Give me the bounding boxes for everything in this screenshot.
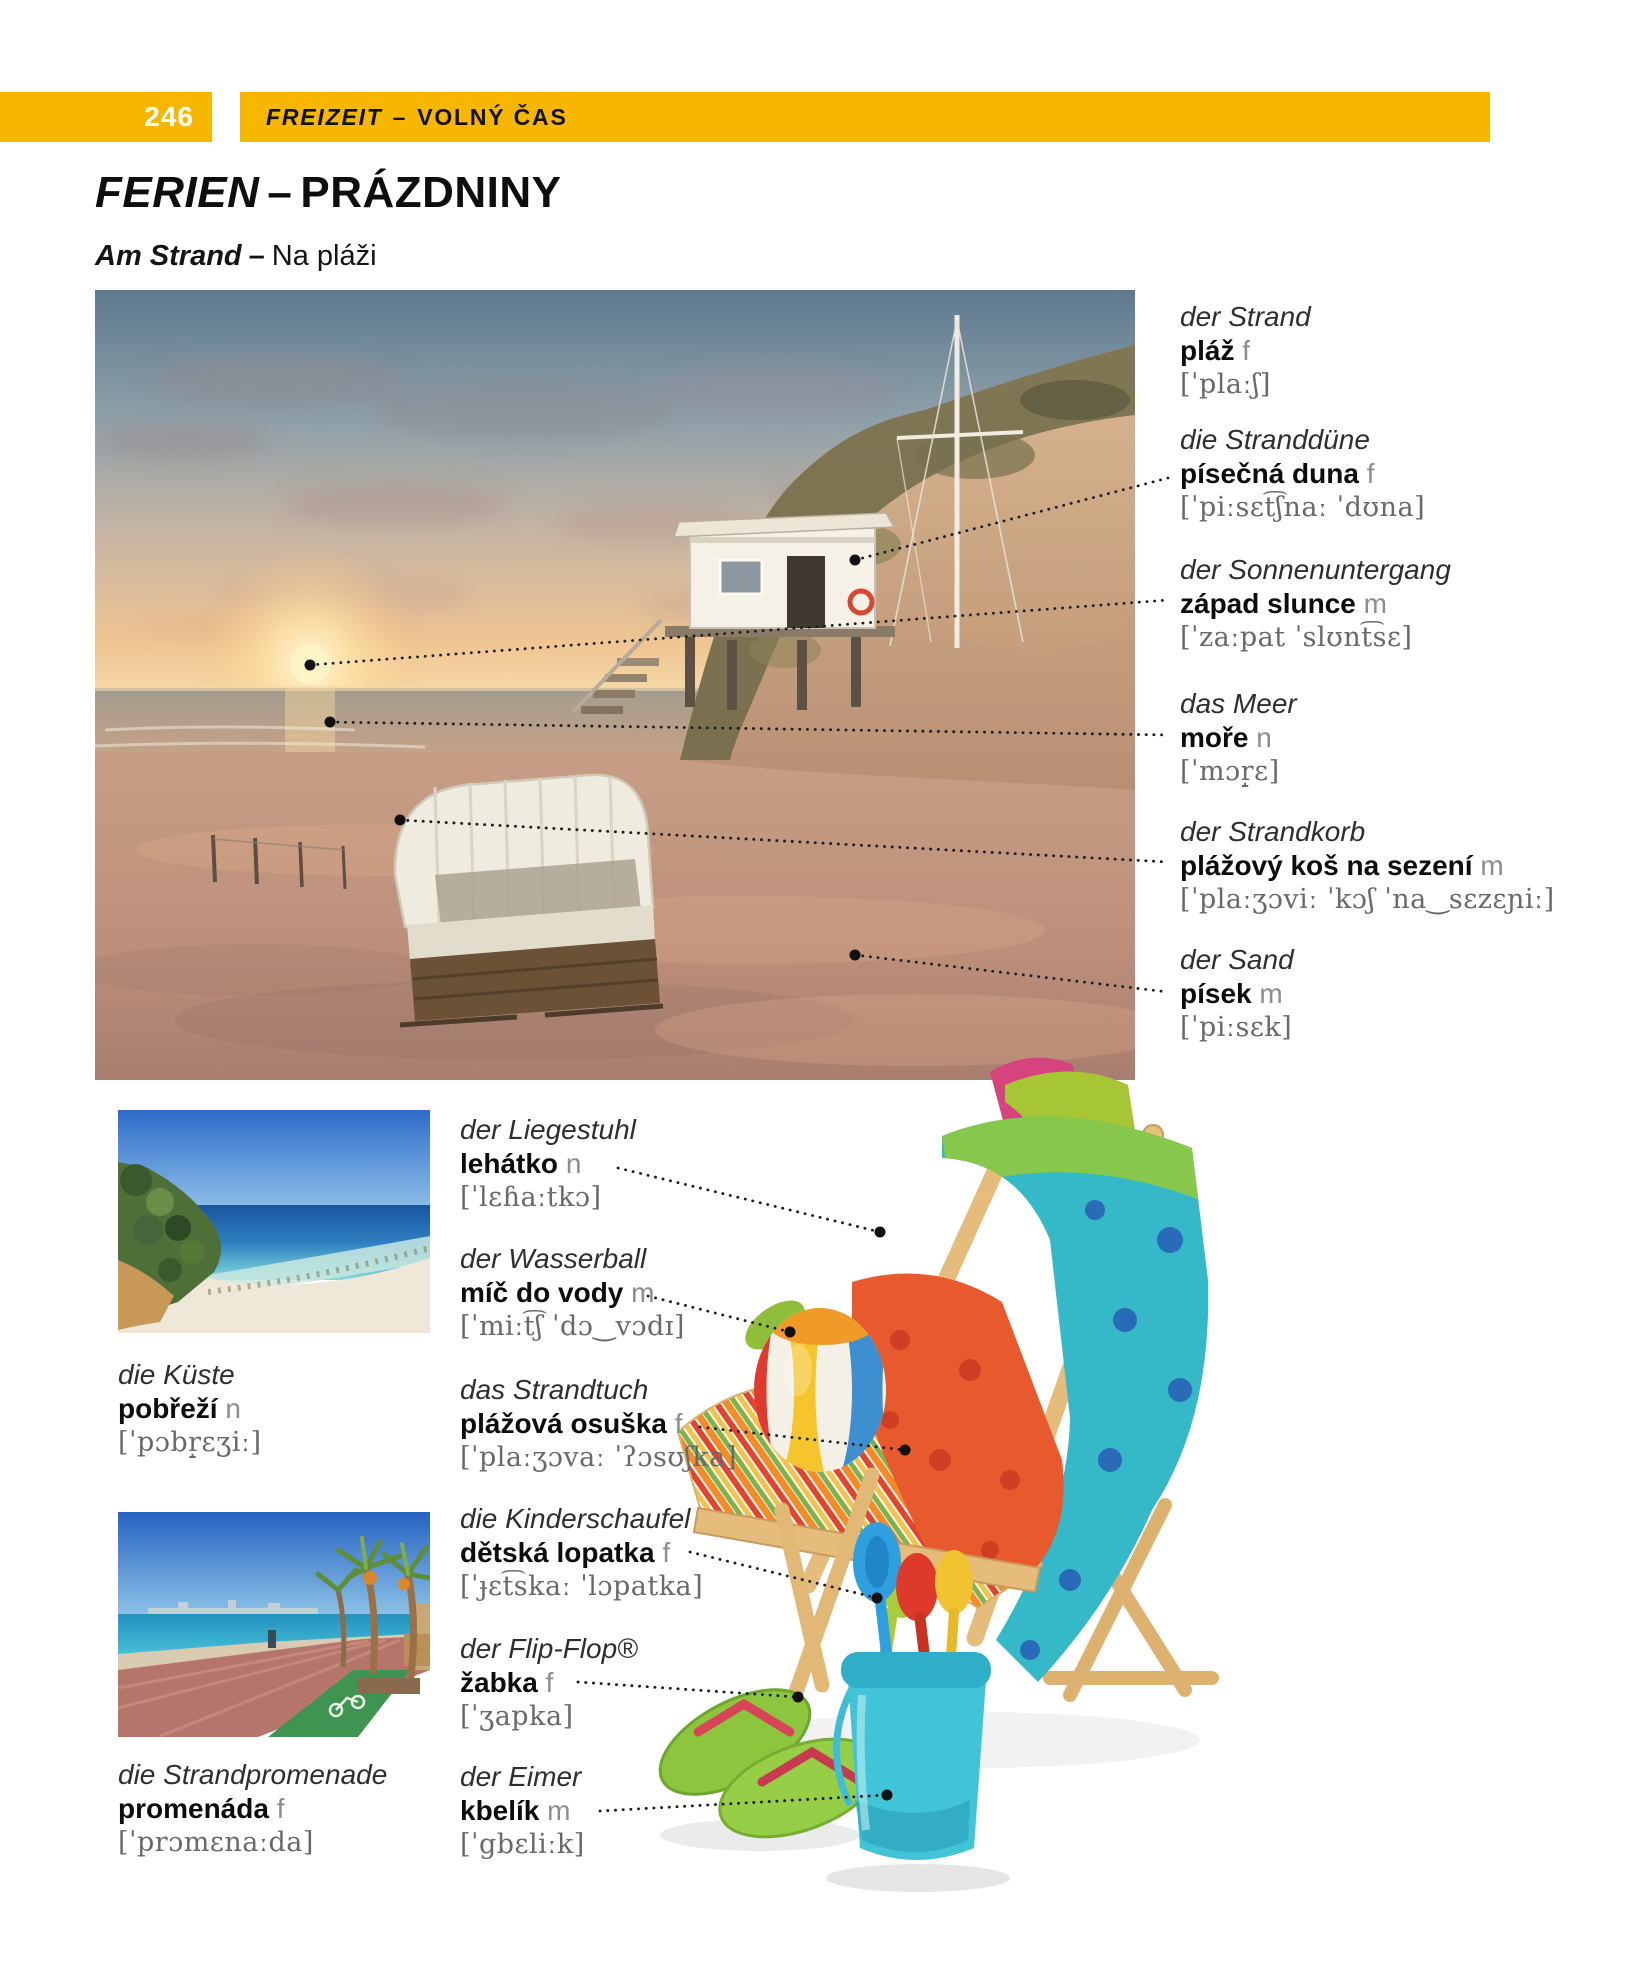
german-term: der Flip-Flop® [460,1633,638,1664]
sand-toys [836,1522,991,1860]
ipa-transcription: [ˈʒapka] [460,1701,574,1732]
german-term: die Strandpromenade [118,1759,388,1790]
sun [290,644,330,684]
czech-term: dětská lopatka [460,1537,655,1568]
vocab-entry-strandpromenade [118,1758,387,1860]
chapter-heading [240,92,568,142]
german-term: der Strand [1180,301,1311,332]
gender-marker: f [1242,335,1251,366]
gender-marker: m [1480,850,1504,881]
ipa-transcription: [ˈpiːsɛt͡ʃnaː ˈdʊna] [1180,492,1426,523]
page-number: 246 [144,101,194,132]
ipa-transcription: [ˈlɛɦaːtkɔ] [460,1182,602,1213]
czech-term: kbelík [460,1795,540,1826]
ipa-transcription: [ˈpɔbr̝ɛʒiː] [118,1427,262,1458]
promenade-scene [118,1512,430,1737]
ipa-transcription: [ˈpiːsɛk] [1180,1012,1293,1043]
title-separator: – [267,168,293,217]
title-czech: PRÁZDNINY [300,168,562,217]
gender-marker: n [1256,722,1272,753]
subtitle-german: Am Strand [95,240,242,272]
beach-scene [95,290,1135,1080]
subtitle-separator: – [248,240,265,272]
vocab-entry-sonnenuntergang [1180,553,1451,655]
gender-marker: m [631,1277,655,1308]
vocab-entry-eimer [460,1760,585,1862]
gender-marker: f [1366,458,1375,489]
vocab-entry-strandkorb [1180,815,1555,917]
gender-marker: f [674,1408,683,1439]
bucket-shadow [826,1864,1010,1892]
subtitle-czech: Na pláži [271,240,377,272]
vocab-entry-sand [1180,943,1294,1045]
czech-term: žabka [460,1667,538,1698]
gender-marker: m [1259,978,1283,1009]
vocab-entry-meer [1180,687,1297,789]
beach-basket-chair [395,775,663,1025]
gender-marker: f [545,1667,554,1698]
gender-marker: f [662,1537,671,1568]
beach-sunset-photo [95,290,1135,1080]
promenade-photo [118,1512,430,1737]
ipa-transcription: [ˈgbɛliːk] [460,1829,585,1860]
chapter-czech: VOLNÝ ČAS [417,103,568,130]
czech-term: míč do vody [460,1277,624,1308]
ipa-transcription: [ˈplaːʒɔviː ˈkɔʃ ˈna‿sɛzɛɲiː] [1180,884,1555,915]
coast-scene [118,1110,430,1333]
chapter-separator: – [392,103,408,130]
vocab-entry-stranddune [1180,423,1425,525]
german-term: der Sonnenuntergang [1180,554,1451,585]
ipa-transcription: [ˈmɔr̝ɛ] [1180,756,1280,787]
czech-term: písečná duna [1180,458,1359,489]
page-title [95,168,562,218]
czech-term: pláž [1180,335,1235,366]
czech-term: plážový koš na sezení [1180,850,1473,881]
vocab-entry-strand [1180,300,1311,402]
gender-marker: n [225,1393,241,1424]
gender-marker: f [276,1793,285,1824]
title-german: FERIEN [95,168,260,217]
deckchair-scene [550,1040,1250,1920]
deckchair-illustration [550,1040,1250,1920]
yellow-fork [935,1550,973,1614]
vocab-entry-flipflop [460,1632,638,1734]
chapter-german: FREIZEIT [266,103,383,130]
vocab-entry-kinderschaufel [460,1502,703,1604]
czech-term: západ slunce [1180,588,1356,619]
czech-term: promenáda [118,1793,269,1824]
coast-photo [118,1110,430,1333]
vocab-entry-wasserball [460,1242,685,1344]
vocab-entry-liegestuhl [460,1113,636,1215]
german-term: das Strandtuch [460,1374,649,1405]
german-term: die Stranddüne [1180,424,1370,455]
vocab-entry-strandtuch [460,1373,737,1475]
german-term: der Eimer [460,1761,582,1792]
ipa-transcription: [ˈzaːpat ˈslʊnt͡sɛ] [1180,622,1413,653]
vocab-entry-kuste [118,1358,262,1460]
gender-marker: m [1363,588,1387,619]
german-term: der Strandkorb [1180,816,1366,847]
german-term: der Sand [1180,944,1294,975]
section-subtitle [95,240,377,273]
czech-term: písek [1180,978,1252,1009]
german-term: die Küste [118,1359,235,1390]
german-term: das Meer [1180,688,1297,719]
ipa-transcription: [ˈplaːʃ] [1180,369,1271,400]
german-term: der Liegestuhl [460,1114,636,1145]
gender-marker: m [547,1795,571,1826]
red-shovel [896,1553,938,1621]
ipa-transcription: [ˈplaːʒɔvaː ˈʔɔsʊʃka] [460,1442,737,1473]
czech-term: moře [1180,722,1249,753]
ipa-transcription: [ˈprɔmɛnaːda] [118,1827,314,1858]
czech-term: pobřeží [118,1393,218,1424]
czech-term: lehátko [460,1148,559,1179]
gender-marker: n [565,1148,582,1179]
czech-term: plážová osuška [460,1408,667,1439]
german-term: die Kinderschaufel [460,1503,691,1534]
german-term: der Wasserball [460,1243,647,1274]
ipa-transcription: [ˈɟɛt͡skaː ˈlɔpatka] [460,1571,704,1602]
ipa-transcription: [ˈmiːt͡ʃ ˈdɔ‿vɔdɪ] [460,1311,685,1342]
